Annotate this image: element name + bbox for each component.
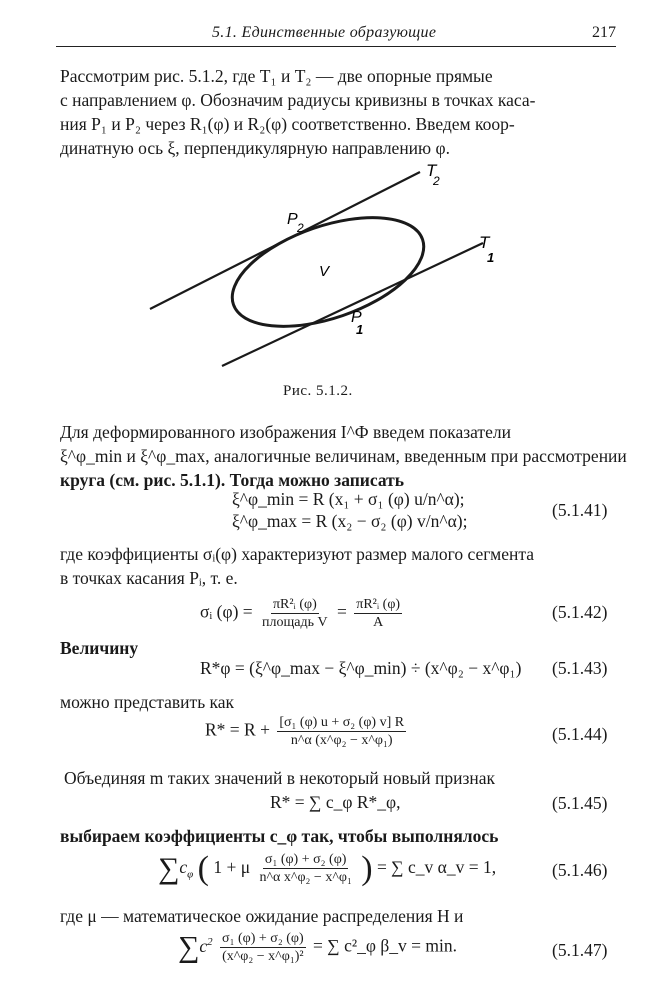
equation-number-41: (5.1.41) [552, 500, 608, 520]
eq46-numerator: σ₁ (φ) + σ₂ (φ) [264, 852, 347, 868]
equation-number-42: (5.1.42) [552, 602, 608, 622]
eq47-fraction [220, 930, 306, 965]
paragraph-coefficients [60, 542, 616, 590]
eq46-fraction [257, 851, 353, 886]
figure-support-lines [0, 150, 647, 380]
header-rule [56, 46, 616, 47]
paragraph-intro [60, 64, 616, 160]
sum-symbol: ∑ [178, 930, 200, 964]
eq44-fraction [277, 714, 406, 749]
eq46-rhs: = ∑ c_v α_v = 1, [376, 857, 497, 877]
equation-number-44: (5.1.44) [552, 724, 608, 744]
text-line: с направлением φ. Обозначим радиусы кривизны в точках каса- [60, 90, 536, 110]
eq42-equals: = [337, 601, 347, 622]
eq47-numerator: σ₁ (φ) + σ₂ (φ) [222, 931, 304, 946]
figure-caption: Рис. 5.1.2. [283, 383, 353, 399]
equation-45: R* = ∑ c_φ R*_φ, [270, 792, 401, 812]
running-title: 5.1. Единственные образующие [212, 24, 437, 41]
equation-number-46: (5.1.46) [552, 860, 608, 880]
equation-43: R*φ = (ξ^φ_max − ξ^φ_min) ÷ (x^φ₂ − x^φ₁) [200, 658, 522, 678]
text-line: круга (см. рис. 5.1.1). Тогда можно записать [60, 470, 405, 490]
paragraph-combining: Объединяя m таких значений в некоторый новый признак [64, 768, 496, 788]
page-number: 217 [592, 24, 616, 41]
eq46-denominator: n^α x^φ₂ − x^φ₁ [259, 870, 352, 886]
eq42-numerator-1: πR²ᵢ (φ) [272, 597, 317, 612]
eq44-denominator: n^α (x^φ₂ − x^φ₁) [290, 733, 393, 748]
label-t2-sub: 2 [433, 174, 440, 188]
label-t1-sub: 1 [487, 250, 495, 265]
label-t2: T [426, 161, 437, 180]
eq42-denominator-1: площадь V [262, 615, 328, 630]
left-paren: ( [197, 850, 209, 887]
eq47-coef: $c^2$ [199, 935, 213, 956]
text-line: где коэффициенты σᵢ(φ) характеризуют размер малого сегмента [60, 544, 535, 564]
label-v: V [319, 263, 330, 280]
text-line: в точках касания Pᵢ, т. е. [60, 568, 238, 588]
eq42-fraction-1 [260, 596, 330, 631]
text-line: ξ^φ_min и ξ^φ_max, аналогичные величинам, введенным при рассмотрении [60, 446, 627, 466]
equation-46 [158, 850, 496, 888]
eq46-one-plus-mu: 1 + μ [213, 857, 251, 877]
support-line-t1 [222, 243, 483, 366]
paragraph-choose-coefficients: выбираем коэффициенты c_φ так, чтобы выполнялось [60, 826, 499, 846]
eq44-lhs: R* = R + [205, 719, 270, 740]
eq42-numerator-2: πR²ᵢ (φ) [356, 597, 401, 612]
equation-41-line2: ξ^φ_max = R (x₂ − σ₂ (φ) v/n^α); [232, 511, 468, 531]
equation-44 [205, 714, 409, 749]
equation-number-43: (5.1.43) [552, 658, 608, 678]
text-line: Рассмотрим рис. 5.1.2, где T₁ и T₂ — две опорные прямые [60, 66, 493, 86]
eq46-coef: $c_\varphi$ [179, 857, 194, 881]
label-t1: T [479, 233, 490, 252]
running-header [56, 22, 616, 48]
label-p1-sub: 1 [356, 322, 364, 337]
paragraph-deformed [60, 420, 627, 492]
text-line: Для деформированного изображения I^Ф введем показатели [60, 422, 511, 442]
label-p2: P [287, 211, 298, 228]
eq44-numerator: [σ₁ (φ) u + σ₂ (φ) v] R [279, 715, 405, 730]
label-p2-sub: 2 [297, 221, 304, 235]
equation-number-45: (5.1.45) [552, 793, 608, 813]
word-velichinu: Величину [60, 638, 139, 658]
equation-47 [178, 930, 457, 965]
text-line: динатную ось ξ, перпендикулярную направлению φ. [60, 138, 450, 158]
label-p1: P [351, 309, 362, 326]
paragraph-expectation: где μ — математическое ожидание распределения H и [60, 906, 464, 926]
eq47-denominator: (x^φ₂ − x^φ₁)² [222, 949, 304, 964]
eq47-rhs: = ∑ c²_φ β_v = min. [312, 935, 457, 956]
equation-42 [200, 596, 405, 631]
equation-number-47: (5.1.47) [552, 940, 608, 960]
text-line: ния P₁ и P₂ через R₁(φ) и R₂(φ) соответственно. Введем коор- [60, 114, 515, 134]
equation-41-line1: ξ^φ_min = R (x₁ + σ₁ (φ) u/n^α); [232, 489, 465, 509]
eq42-denominator-2: A [373, 615, 384, 630]
sum-symbol: ∑ [158, 852, 180, 885]
eq42-lhs: σᵢ (φ) = [200, 601, 253, 622]
right-paren: ) [361, 850, 373, 887]
word-mozhno: можно представить как [60, 692, 235, 712]
eq42-fraction-2 [354, 596, 402, 631]
